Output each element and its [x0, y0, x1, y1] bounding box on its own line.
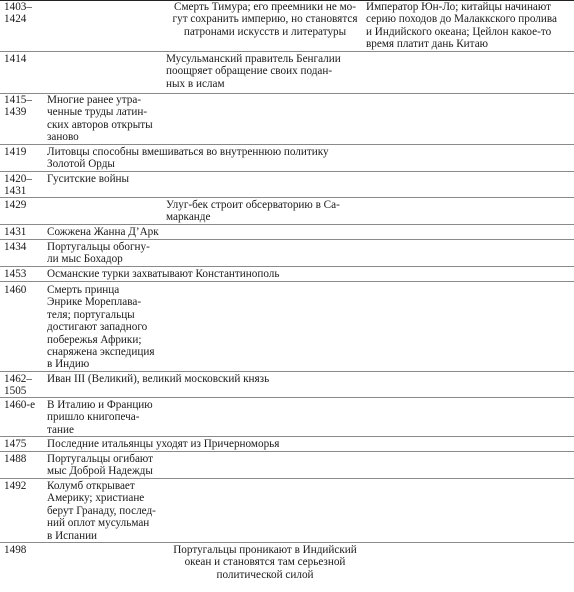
year-cell: 1492 [4, 480, 27, 492]
year-cell: 1419 [4, 146, 27, 158]
year-cell: 1498 [4, 544, 27, 556]
year-cell: 1415– 1439 [4, 94, 32, 119]
row-divider [0, 436, 574, 437]
row-divider [0, 397, 574, 398]
row-divider [0, 239, 574, 240]
europe-cell: Многие ранее утра- ченные труды латин- ских авторов открыты заново [47, 94, 153, 144]
europe-cell: Смерть принца Энрике Мореплава- теля; португальцы достигают западного побережья Африки; снаряжена экспедиция в Индию [47, 284, 155, 371]
middle-east-cell: Смерть Тимура; его преемники не мо- гут сохранить империю, но становятся патронами искусств и литературы [172, 1, 358, 38]
row-divider [0, 224, 574, 225]
year-cell: 1460-е [4, 399, 36, 411]
year-cell: 1414 [4, 53, 27, 65]
europe-cell: Литовцы способны вмешиваться во внутреннюю политику Золотой Орды [47, 146, 329, 171]
year-cell: 1488 [4, 453, 27, 465]
europe-cell: Последние итальянцы уходят из Причерноморья [47, 438, 280, 450]
row-divider [0, 51, 574, 52]
year-cell: 1403– 1424 [4, 1, 32, 26]
year-cell: 1434 [4, 241, 27, 253]
row-divider [0, 144, 574, 145]
row-divider [0, 266, 574, 267]
year-cell: 1431 [4, 226, 27, 238]
year-cell: 1460 [4, 284, 27, 296]
europe-cell: Португальцы обогну- ли мыс Бохадор [47, 241, 150, 266]
middle-east-cell: Мусульманский правитель Бенгалии поощряет обращение своих подан- ных в ислам [166, 53, 341, 90]
row-divider [0, 197, 574, 198]
row-divider [0, 171, 574, 172]
europe-cell: Гуситские войны [47, 173, 130, 185]
year-cell: 1429 [4, 199, 27, 211]
row-divider [0, 478, 574, 479]
europe-cell: Сожжена Жанна Д’Арк [47, 226, 159, 238]
europe-cell: Португальцы огибают мыс Доброй Надежды [47, 453, 154, 478]
europe-cell: Иван III (Великий), великий московский князь [47, 373, 270, 385]
middle-east-cell: Улуг-бек строит обсерваторию в Са- марканде [166, 199, 340, 224]
row-divider [0, 281, 574, 282]
middle-east-cell: Португальцы проникают в Индийский океан и становятся там серьезной политической силой [173, 544, 357, 581]
row-divider [0, 371, 574, 372]
row-divider [0, 542, 574, 543]
europe-cell: Колумб открывает Америку; христиане берут Гранаду, послед- ний оплот мусульман в Испании [47, 480, 156, 542]
europe-cell: Османские турки захватывают Константинополь [47, 268, 280, 280]
year-cell: 1420– 1431 [4, 173, 32, 198]
row-divider [0, 451, 574, 452]
asia-cell: Император Юн-Ло; китайцы начинают серию походов до Малаккского пролива и Индийского океана; Цейлон какое-то время платит дань Китаю [366, 1, 557, 51]
year-cell: 1462– 1505 [4, 373, 32, 398]
year-cell: 1475 [4, 438, 27, 450]
year-cell: 1453 [4, 268, 27, 280]
europe-cell: В Италию и Францию пришло книгопеча- тание [47, 399, 153, 436]
